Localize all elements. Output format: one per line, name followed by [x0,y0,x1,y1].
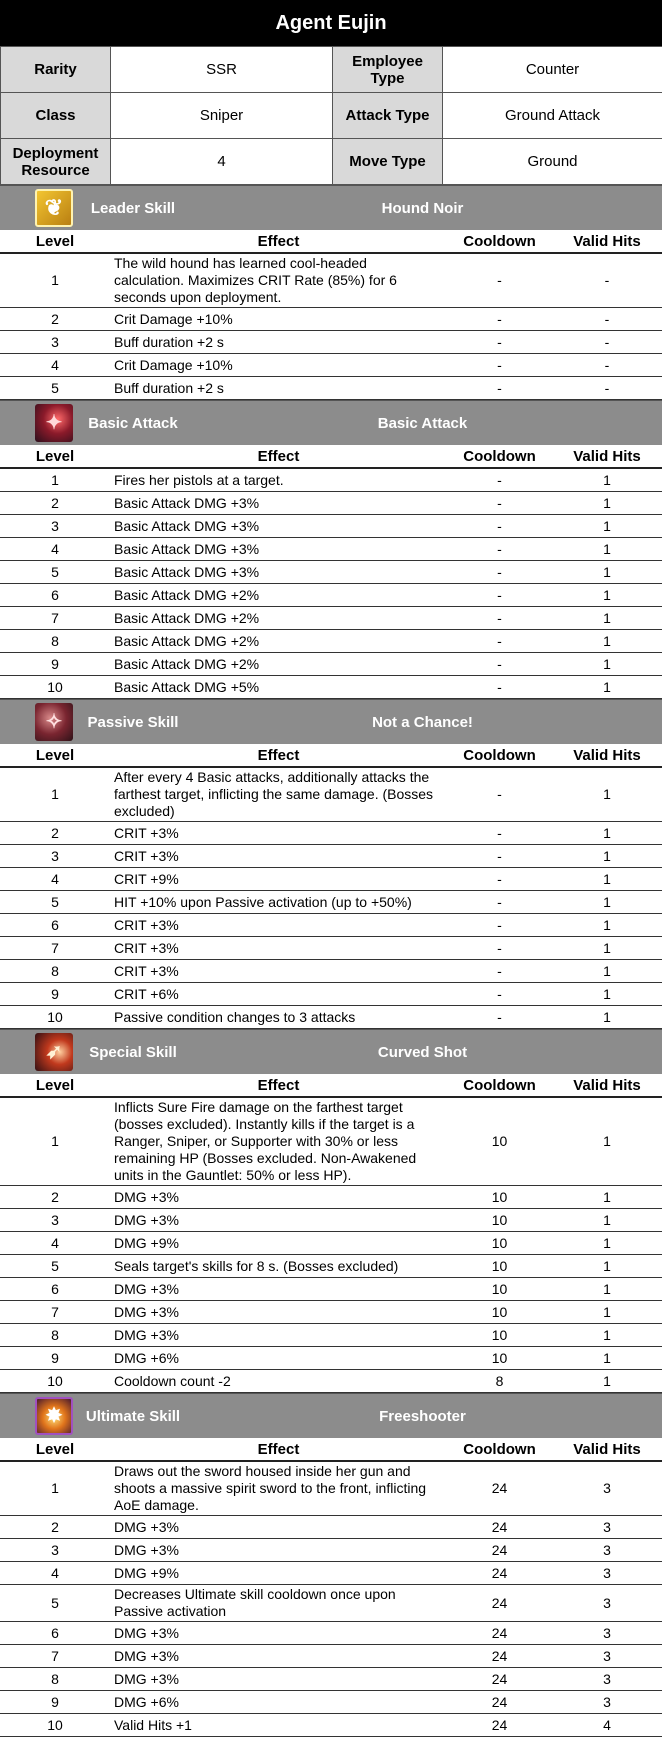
table-row [0,253,662,308]
leader-skill-icon [35,189,73,227]
valid-hits-cell: 3 [552,1668,662,1691]
valid-hits-cell: 3 [552,1539,662,1562]
skill-name: Not a Chance! [372,713,473,731]
passive-skill-icon [35,703,73,741]
skill-name: Freeshooter [379,1407,466,1425]
level-cell: 8 [0,630,110,653]
valid-hits-cell: 1 [552,767,662,822]
table-row [0,1255,662,1278]
table-row [0,630,662,653]
level-cell: 4 [0,538,110,561]
level-cell: 3 [0,515,110,538]
level-cell: 4 [0,354,110,377]
table-row [0,607,662,630]
table-row [0,653,662,676]
skill-type: Basic Attack [88,414,178,432]
skill-header [0,699,662,744]
valid-hits-cell: 1 [552,1301,662,1324]
column-header-row [0,1438,662,1461]
cooldown-cell: 10 [447,1209,552,1232]
table-row [0,1668,662,1691]
level-cell: 2 [0,308,110,331]
valid-hits-cell: 1 [552,1006,662,1029]
cooldown-cell: 8 [447,1370,552,1393]
skill-header [0,1393,662,1438]
cooldown-cell: 24 [447,1461,552,1516]
skill-header [0,1029,662,1074]
skill-level-table [0,230,662,400]
level-cell: 2 [0,492,110,515]
level-cell: 7 [0,1645,110,1668]
level-cell: 10 [0,676,110,699]
table-row [0,538,662,561]
valid-hits-cell: 1 [552,960,662,983]
level-cell: 5 [0,1255,110,1278]
valid-hits-cell: 1 [552,561,662,584]
valid-hits-cell: 1 [552,845,662,868]
table-row [0,1645,662,1668]
level-cell: 6 [0,584,110,607]
table-row [0,1186,662,1209]
cooldown-cell: - [447,960,552,983]
info-label: Attack Type [333,93,443,139]
skill-level-table [0,1074,662,1393]
cooldown-cell: 24 [447,1622,552,1645]
table-row [0,1097,662,1186]
table-row [0,492,662,515]
level-cell: 9 [0,1691,110,1714]
level-cell: 4 [0,1562,110,1585]
effect-cell: DMG +3% [110,1645,447,1668]
table-row [0,1714,662,1737]
effect-cell: DMG +3% [110,1622,447,1645]
level-cell: 10 [0,1714,110,1737]
valid-hits-cell: 1 [552,676,662,699]
cooldown-cell: - [447,868,552,891]
effect-cell: DMG +3% [110,1186,447,1209]
level-cell: 4 [0,868,110,891]
cooldown-cell: - [447,822,552,845]
valid-hits-cell: 4 [552,1714,662,1737]
cooldown-cell: 24 [447,1714,552,1737]
effect-cell: Buff duration +2 s [110,377,447,400]
cooldown-cell: 24 [447,1585,552,1622]
level-cell: 7 [0,607,110,630]
valid-hits-cell: 1 [552,822,662,845]
column-header-valid-hits: Valid Hits [552,1438,662,1461]
effect-cell: Basic Attack DMG +3% [110,538,447,561]
effect-cell: Draws out the sword housed inside her gun and shoots a massive spirit sword to the front, inflicting AoE damage. [110,1461,447,1516]
cooldown-cell: - [447,607,552,630]
column-header-effect: Effect [110,1438,447,1461]
valid-hits-cell: 3 [552,1645,662,1668]
ultimate-skill-icon [35,1397,73,1435]
valid-hits-cell: 1 [552,1255,662,1278]
column-header-cooldown: Cooldown [447,1438,552,1461]
cooldown-cell: - [447,676,552,699]
skill-level-table [0,445,662,699]
info-row [1,47,662,93]
cooldown-cell: - [447,845,552,868]
effect-cell: After every 4 Basic attacks, additionally attacks the farthest target, inflicting the same damage. (Bosses excluded) [110,767,447,822]
table-row [0,1209,662,1232]
table-row [0,891,662,914]
info-value: Ground [443,139,662,185]
valid-hits-cell: 1 [552,1186,662,1209]
column-header-row [0,445,662,468]
level-cell: 3 [0,845,110,868]
effect-cell: Basic Attack DMG +2% [110,607,447,630]
valid-hits-cell: - [552,377,662,400]
level-cell: 5 [0,377,110,400]
effect-cell: DMG +3% [110,1301,447,1324]
valid-hits-cell: 3 [552,1562,662,1585]
cooldown-cell: 24 [447,1691,552,1714]
valid-hits-cell: 1 [552,937,662,960]
valid-hits-cell: - [552,308,662,331]
level-cell: 6 [0,1622,110,1645]
info-label: Employee Type [333,47,443,93]
table-row [0,354,662,377]
effect-cell: DMG +3% [110,1516,447,1539]
table-row [0,868,662,891]
cooldown-cell: - [447,377,552,400]
column-header-level: Level [0,744,110,767]
valid-hits-cell: 1 [552,1370,662,1393]
valid-hits-cell: 3 [552,1585,662,1622]
valid-hits-cell: 1 [552,492,662,515]
table-row [0,914,662,937]
cooldown-cell: - [447,331,552,354]
column-header-row [0,1074,662,1097]
level-cell: 1 [0,468,110,492]
column-header-effect: Effect [110,230,447,253]
table-row [0,584,662,607]
column-header-effect: Effect [110,744,447,767]
valid-hits-cell: 1 [552,1097,662,1186]
table-row [0,1324,662,1347]
column-header-effect: Effect [110,1074,447,1097]
table-row [0,1539,662,1562]
effect-cell: DMG +3% [110,1209,447,1232]
skill-level-table [0,744,662,1029]
effect-cell: Buff duration +2 s [110,331,447,354]
cooldown-cell: - [447,354,552,377]
level-cell: 5 [0,561,110,584]
table-row [0,515,662,538]
effect-cell: DMG +3% [110,1539,447,1562]
table-row [0,1516,662,1539]
table-row [0,1278,662,1301]
effect-cell: DMG +9% [110,1562,447,1585]
table-row [0,1301,662,1324]
skill-type: Leader Skill [90,199,176,217]
valid-hits-cell: 1 [552,630,662,653]
info-label: Rarity [1,47,111,93]
table-row [0,1562,662,1585]
valid-hits-cell: 1 [552,538,662,561]
level-cell: 5 [0,891,110,914]
skill-name: Basic Attack [377,414,468,432]
effect-cell: DMG +6% [110,1691,447,1714]
info-value: Counter [443,47,662,93]
valid-hits-cell: 1 [552,914,662,937]
info-row [1,139,662,185]
column-header-level: Level [0,445,110,468]
cooldown-cell: - [447,561,552,584]
table-row [0,468,662,492]
cooldown-cell: 10 [447,1347,552,1370]
cooldown-cell: - [447,492,552,515]
table-row [0,1370,662,1393]
effect-cell: Inflicts Sure Fire damage on the farthest target (bosses excluded). Instantly kills if the target is a Ranger, Sniper, or Supporter with 30% or less remaining HP (Bosses excluded. Non-Awakened units in the Gauntlet: 50% or less HP). [110,1097,447,1186]
skill-level-table [0,1438,662,1737]
column-header-row [0,744,662,767]
effect-cell: HIT +10% upon Passive activation (up to +50%) [110,891,447,914]
table-row [0,983,662,1006]
info-label: Move Type [333,139,443,185]
table-row [0,845,662,868]
cooldown-cell: 10 [447,1255,552,1278]
level-cell: 1 [0,253,110,308]
table-row [0,1232,662,1255]
cooldown-cell: 10 [447,1301,552,1324]
special-skill-icon [35,1033,73,1071]
cooldown-cell: - [447,1006,552,1029]
effect-cell: Crit Damage +10% [110,308,447,331]
column-header-level: Level [0,230,110,253]
column-header-cooldown: Cooldown [447,744,552,767]
effect-cell: Fires her pistols at a target. [110,468,447,492]
effect-cell: CRIT +6% [110,983,447,1006]
table-row [0,1347,662,1370]
valid-hits-cell: 1 [552,1232,662,1255]
level-cell: 5 [0,1585,110,1622]
column-header-row [0,230,662,253]
effect-cell: Passive condition changes to 3 attacks [110,1006,447,1029]
cooldown-cell: - [447,538,552,561]
info-row [1,93,662,139]
valid-hits-cell: 1 [552,607,662,630]
level-cell: 3 [0,331,110,354]
valid-hits-cell: 3 [552,1691,662,1714]
effect-cell: Basic Attack DMG +2% [110,584,447,607]
table-row [0,331,662,354]
cooldown-cell: 10 [447,1097,552,1186]
valid-hits-cell: 1 [552,584,662,607]
effect-cell: Valid Hits +1 [110,1714,447,1737]
level-cell: 9 [0,653,110,676]
valid-hits-cell: - [552,354,662,377]
valid-hits-cell: - [552,253,662,308]
cooldown-cell: 24 [447,1645,552,1668]
cooldown-cell: - [447,630,552,653]
skill-type: Passive Skill [87,713,179,731]
cooldown-cell: 10 [447,1278,552,1301]
skill-name: Curved Shot [377,1043,468,1061]
valid-hits-cell: 1 [552,983,662,1006]
level-cell: 8 [0,960,110,983]
table-row [0,960,662,983]
level-cell: 3 [0,1209,110,1232]
column-header-cooldown: Cooldown [447,230,552,253]
cooldown-cell: - [447,253,552,308]
cooldown-cell: - [447,468,552,492]
column-header-level: Level [0,1074,110,1097]
valid-hits-cell: 3 [552,1516,662,1539]
valid-hits-cell: 3 [552,1622,662,1645]
info-value: Ground Attack [443,93,662,139]
valid-hits-cell: 3 [552,1461,662,1516]
level-cell: 9 [0,983,110,1006]
skills-container [0,185,662,1737]
skill-section [0,1029,662,1393]
cooldown-cell: - [447,937,552,960]
cooldown-cell: 24 [447,1668,552,1691]
skill-header [0,185,662,230]
info-table [0,46,662,185]
column-header-valid-hits: Valid Hits [552,230,662,253]
level-cell: 6 [0,914,110,937]
column-header-valid-hits: Valid Hits [552,445,662,468]
level-cell: 2 [0,1186,110,1209]
level-cell: 9 [0,1347,110,1370]
effect-cell: DMG +3% [110,1324,447,1347]
cooldown-cell: 24 [447,1539,552,1562]
column-header-effect: Effect [110,445,447,468]
effect-cell: CRIT +3% [110,960,447,983]
level-cell: 3 [0,1539,110,1562]
cooldown-cell: - [447,653,552,676]
effect-cell: CRIT +3% [110,822,447,845]
effect-cell: Basic Attack DMG +3% [110,561,447,584]
effect-cell: Decreases Ultimate skill cooldown once upon Passive activation [110,1585,447,1622]
cooldown-cell: 24 [447,1562,552,1585]
effect-cell: DMG +9% [110,1232,447,1255]
effect-cell: DMG +6% [110,1347,447,1370]
effect-cell: CRIT +3% [110,845,447,868]
level-cell: 4 [0,1232,110,1255]
effect-cell: Cooldown count -2 [110,1370,447,1393]
cooldown-cell: - [447,891,552,914]
effect-cell: Basic Attack DMG +2% [110,630,447,653]
table-row [0,676,662,699]
table-row [0,377,662,400]
table-row [0,1006,662,1029]
effect-cell: CRIT +9% [110,868,447,891]
valid-hits-cell: 1 [552,1209,662,1232]
valid-hits-cell: 1 [552,868,662,891]
valid-hits-cell: 1 [552,1347,662,1370]
effect-cell: DMG +3% [110,1278,447,1301]
info-label: Class [1,93,111,139]
effect-cell: DMG +3% [110,1668,447,1691]
column-header-level: Level [0,1438,110,1461]
cooldown-cell: - [447,308,552,331]
table-row [0,822,662,845]
effect-cell: The wild hound has learned cool-headed calculation. Maximizes CRIT Rate (85%) for 6 seconds upon deployment. [110,253,447,308]
cooldown-cell: 10 [447,1324,552,1347]
cooldown-cell: 10 [447,1186,552,1209]
skill-type: Special Skill [89,1043,177,1061]
level-cell: 7 [0,937,110,960]
column-header-cooldown: Cooldown [447,1074,552,1097]
skill-type: Ultimate Skill [85,1407,181,1425]
effect-cell: Basic Attack DMG +5% [110,676,447,699]
level-cell: 1 [0,767,110,822]
column-header-valid-hits: Valid Hits [552,1074,662,1097]
table-row [0,1461,662,1516]
effect-cell: Crit Damage +10% [110,354,447,377]
level-cell: 2 [0,1516,110,1539]
cooldown-cell: - [447,767,552,822]
skill-section [0,1393,662,1737]
table-row [0,767,662,822]
effect-cell: Seals target's skills for 8 s. (Bosses excluded) [110,1255,447,1278]
page-title: Agent Eujin [0,0,662,46]
effect-cell: Basic Attack DMG +2% [110,653,447,676]
level-cell: 1 [0,1097,110,1186]
skill-name: Hound Noir [381,199,464,217]
effect-cell: Basic Attack DMG +3% [110,515,447,538]
info-value: Sniper [111,93,333,139]
basic-attack-icon [35,404,73,442]
level-cell: 1 [0,1461,110,1516]
cooldown-cell: - [447,983,552,1006]
valid-hits-cell: - [552,331,662,354]
column-header-cooldown: Cooldown [447,445,552,468]
skill-section [0,185,662,400]
info-value: SSR [111,47,333,93]
column-header-valid-hits: Valid Hits [552,744,662,767]
effect-cell: CRIT +3% [110,914,447,937]
valid-hits-cell: 1 [552,891,662,914]
level-cell: 2 [0,822,110,845]
valid-hits-cell: 1 [552,1324,662,1347]
skill-section [0,699,662,1029]
table-row [0,308,662,331]
effect-cell: Basic Attack DMG +3% [110,492,447,515]
cooldown-cell: - [447,584,552,607]
table-row [0,1585,662,1622]
info-label: Deployment Resource [1,139,111,185]
table-row [0,561,662,584]
cooldown-cell: - [447,914,552,937]
cooldown-cell: - [447,515,552,538]
info-value: 4 [111,139,333,185]
skill-section [0,400,662,699]
valid-hits-cell: 1 [552,515,662,538]
cooldown-cell: 10 [447,1232,552,1255]
effect-cell: CRIT +3% [110,937,447,960]
level-cell: 7 [0,1301,110,1324]
table-row [0,1691,662,1714]
level-cell: 6 [0,1278,110,1301]
valid-hits-cell: 1 [552,653,662,676]
valid-hits-cell: 1 [552,468,662,492]
level-cell: 10 [0,1370,110,1393]
valid-hits-cell: 1 [552,1278,662,1301]
table-row [0,937,662,960]
level-cell: 8 [0,1324,110,1347]
cooldown-cell: 24 [447,1516,552,1539]
level-cell: 10 [0,1006,110,1029]
table-row [0,1622,662,1645]
level-cell: 8 [0,1668,110,1691]
skill-header [0,400,662,445]
